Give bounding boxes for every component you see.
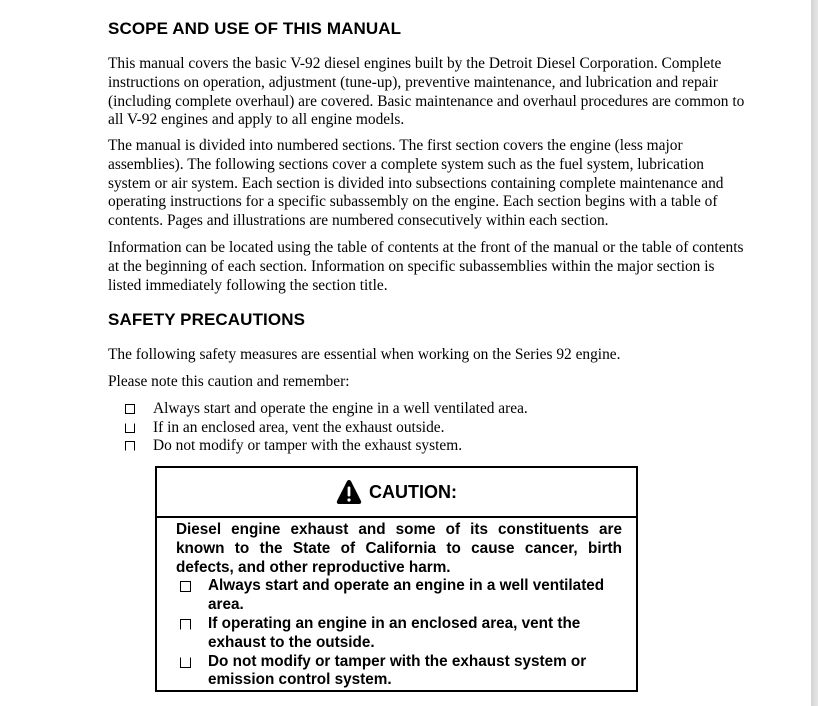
paragraph-scope-1: This manual covers the basic V-92 diesel engines built by the Detroit Diesel Corporation. Complete instructions on operation, adjustment (tune-up), preventive maintenance, and lubrication and repair (including complete overhaul) are covered. Basic maintenance and overhaul procedures are common to all V-92 engines and apply to all engine models. — [108, 55, 745, 129]
paragraph-scope-3: Information can be located using the table of contents at the front of the manual or the table of contents at the beginning of each section. Information on specific subassemblies within the major section is listed immediately following the section title. — [108, 239, 744, 294]
safety-note: Please note this caution and remember: — [108, 373, 350, 390]
caution-item — [176, 615, 622, 653]
caution-item-text: If operating an engine in an enclosed area, vent the exhaust to the outside. — [208, 614, 581, 651]
caution-item-text: Do not modify or tamper with the exhaust system or emission control system. — [208, 652, 587, 689]
heading-safety: SAFETY PRECAUTIONS — [108, 310, 306, 329]
caution-box — [155, 466, 638, 692]
caution-item-text: Always start and operate an engine in a well ventilated area. — [208, 577, 605, 614]
scrollbar-track[interactable] — [811, 0, 818, 706]
checkbox-icon — [180, 657, 191, 668]
caution-item — [176, 577, 622, 615]
paragraph-scope-2: The manual is divided into numbered sections. The first section covers the engine (less major assemblies). The following sections cover a complete system such as the fuel system, lubrication system or air system. Each section is divided into subsections containing complete maintenance and operating instructions for a specific subassembly on the engine. Each section begins with a table of contents. Pages and illustrations are numbered consecutively within each section. — [108, 137, 724, 230]
list-item-text: If in an enclosed area, vent the exhaust outside. — [153, 418, 445, 436]
checkbox-icon — [125, 423, 135, 433]
safety-intro: The following safety measures are essential when working on the Series 92 engine. — [108, 346, 621, 363]
heading-scope: SCOPE AND USE OF THIS MANUAL — [108, 19, 402, 38]
checkbox-icon — [125, 441, 135, 451]
list-item-text: Do not modify or tamper with the exhaust system. — [153, 437, 463, 454]
caution-header — [157, 468, 636, 518]
caution-body — [157, 518, 636, 690]
caution-item — [176, 653, 622, 691]
checkbox-icon — [125, 404, 135, 414]
checkbox-icon — [180, 619, 191, 630]
checkbox-icon — [180, 581, 191, 592]
caution-title: CAUTION: — [369, 481, 457, 502]
warning-triangle-icon — [336, 479, 362, 505]
caution-intro: Diesel engine exhaust and some of its constituents are known to the State of California to cause cancer, birth defects, and other reproductive harm. — [176, 521, 622, 576]
list-item-text: Always start and operate the engine in a well ventilated area. — [153, 400, 528, 417]
